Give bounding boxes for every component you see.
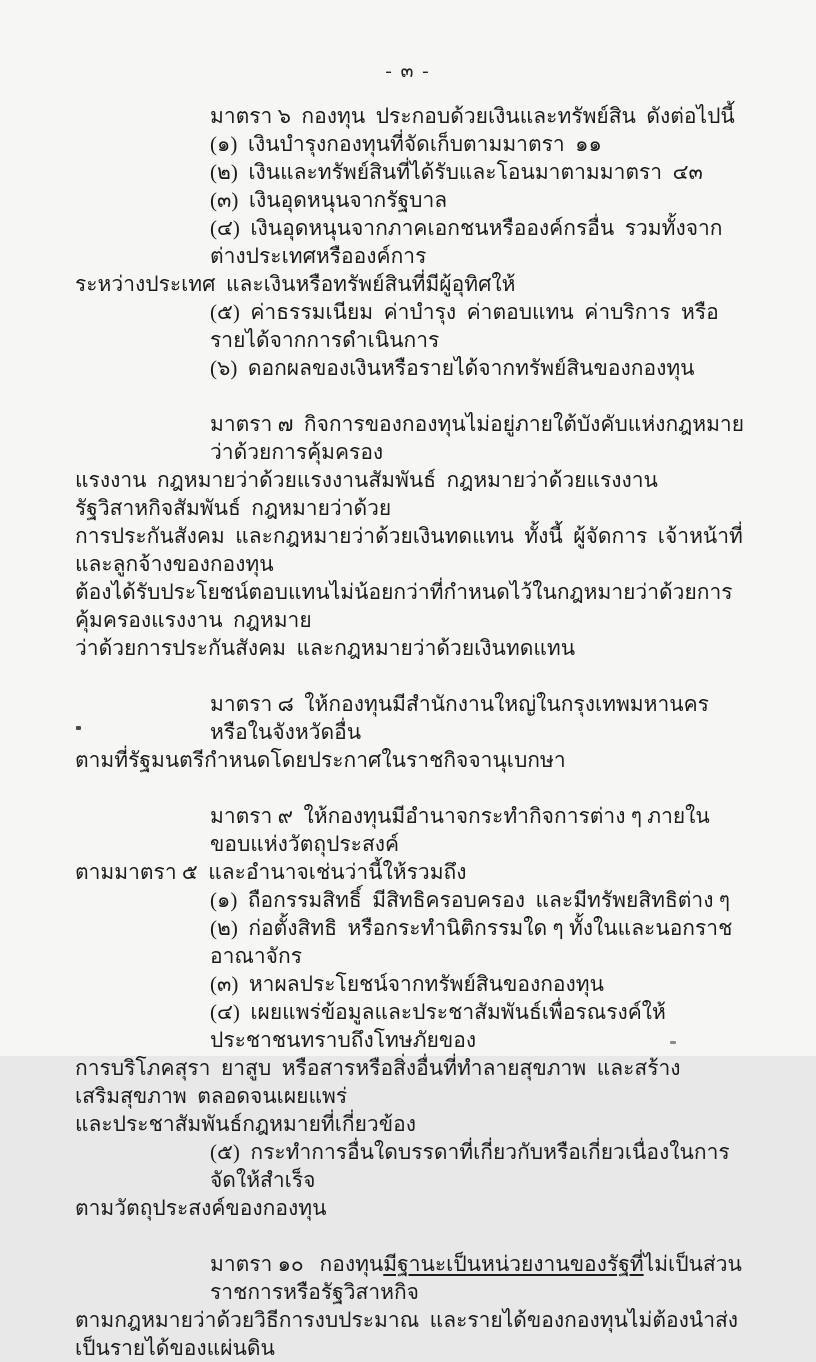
text-segment: ระหว่างประเทศ และเงินหรือทรัพย์สินที่มีผู้อุทิศให้ [75, 272, 516, 296]
text-line [75, 522, 754, 578]
text-line [75, 158, 747, 186]
text-line [75, 270, 747, 298]
text-segment: (๒) เงินและทรัพย์สินที่ได้รับและโอนมาตามมาตรา ๔๓ [210, 160, 703, 184]
text-line [75, 1054, 747, 1110]
text-line [75, 1250, 747, 1306]
text-segment: แรงงาน กฎหมายว่าด้วยแรงงานสัมพันธ์ กฎหมายว่าด้วยแรงงานรัฐวิสาหกิจสัมพันธ์ กฎหมายว่าด้วย [75, 468, 658, 520]
text-segment: มาตรา ๙ ให้กองทุนมีอำนาจกระทำกิจการต่าง ๆ ภายในขอบแห่งวัตถุประสงค์ [210, 804, 710, 856]
text-line [75, 886, 747, 914]
text-line [75, 634, 747, 662]
text-line [75, 298, 747, 354]
text-segment: (๑) เงินบำรุงกองทุนที่จัดเก็บตามมาตรา ๑๑ [210, 132, 602, 156]
text-line [75, 214, 747, 270]
text-segment: มาตรา ๑๐ กองทุน [210, 1252, 384, 1276]
text-line [75, 466, 747, 522]
text-segment: ต้องได้รับประโยชน์ตอบแทนไม่น้อยกว่าที่กำหนดไว้ในกฎหมายว่าด้วยการคุ้มครองแรงงาน กฎหมาย [75, 580, 733, 632]
text-segment: (๒) ก่อตั้งสิทธิ หรือกระทำนิติกรรมใด ๆ ทั้งในและนอกราชอาณาจักร [210, 916, 733, 968]
text-segment: ตามวัตถุประสงค์ของกองทุน [75, 1196, 327, 1220]
text-segment: การประกันสังคม และกฎหมายว่าด้วยเงินทดแทน ทั้งนี้ ผู้จัดการ เจ้าหน้าที่ และลูกจ้างของกองทุน [75, 524, 754, 576]
line-gap [75, 382, 747, 410]
text-line [75, 914, 747, 970]
text-segment: ตามกฎหมายว่าด้วยวิธีการงบประมาณ และรายได้ของกองทุนไม่ต้องนำส่งเป็นรายได้ของแผ่นดิน [75, 1308, 739, 1360]
line-gap [75, 1222, 747, 1250]
line-gap [75, 774, 747, 802]
underlined-text: มีฐานะเป็นหน่วยงานของรัฐที่ [383, 1252, 644, 1276]
text-segment: (๑) ถือกรรมสิทธิ์ มีสิทธิครอบครอง และมีทรัพยสิทธิต่าง ๆ [210, 888, 731, 912]
text-segment: มาตรา ๘ ให้กองทุนมีสำนักงานใหญ่ในกรุงเทพมหานคร หรือในจังหวัดอื่น [210, 692, 720, 744]
text-segment: (๖) ดอกผลของเงินหรือรายได้จากทรัพย์สินของกองทุน [210, 356, 695, 380]
text-line [75, 354, 747, 382]
text-line [75, 1306, 747, 1362]
text-segment: การบริโภคสุรา ยาสูบ หรือสารหรือสิ่งอื่นที่ทำลายสุขภาพ และสร้างเสริมสุขภาพ ตลอดจนเผยแพร่ [75, 1056, 681, 1108]
line-gap [75, 662, 747, 690]
text-segment: (๔) เผยแพร่ข้อมูลและประชาสัมพันธ์เพื่อรณรงค์ให้ประชาชนทราบถึงโทษภัยของ [210, 1000, 666, 1052]
document-body [75, 102, 754, 1362]
page-number: - ๓ - [385, 61, 431, 82]
text-line [75, 998, 747, 1054]
text-line [75, 102, 747, 130]
text-line [75, 186, 747, 214]
text-line [75, 410, 747, 466]
text-segment: มาตรา ๗ กิจการของกองทุนไม่อยู่ภายใต้บังคับแห่งกฎหมายว่าด้วยการคุ้มครอง [210, 412, 745, 464]
text-segment: และประชาสัมพันธ์กฎหมายที่เกี่ยวข้อง [75, 1112, 416, 1136]
text-segment: ตามที่รัฐมนตรีกำหนดโดยประกาศในราชกิจจานุเบกษา [75, 748, 566, 772]
scan-artifact-speck [670, 1041, 676, 1044]
scan-artifact-speck [76, 726, 81, 730]
text-segment: (๔) เงินอุดหนุนจากภาคเอกชนหรือองค์กรอื่น รวมทั้งจากต่างประเทศหรือองค์การ [210, 216, 723, 268]
text-line [75, 970, 747, 998]
text-segment: (๕) ค่าธรรมเนียม ค่าบำรุง ค่าตอบแทน ค่าบริการ หรือรายได้จากการดำเนินการ [210, 300, 719, 352]
text-segment: ไม่เป็นส่วนราชการหรือรัฐวิสาหกิจ [210, 1252, 742, 1304]
text-segment: ว่าด้วยการประกันสังคม และกฎหมายว่าด้วยเงินทดแทน [75, 636, 576, 660]
text-line [75, 1110, 747, 1138]
text-segment: (๓) เงินอุดหนุนจากรัฐบาล [210, 188, 448, 212]
text-line [75, 858, 747, 886]
text-line [75, 746, 747, 774]
text-line [75, 690, 747, 746]
text-line [75, 1138, 747, 1194]
text-line [75, 130, 747, 158]
text-segment: (๕) กระทำการอื่นใดบรรดาที่เกี่ยวกับหรือเกี่ยวเนื่องในการจัดให้สำเร็จ [210, 1140, 730, 1192]
text-line [75, 578, 747, 634]
text-line [75, 802, 747, 858]
text-segment: (๓) หาผลประโยชน์จากทรัพย์สินของกองทุน [210, 972, 604, 996]
text-segment: มาตรา ๖ กองทุน ประกอบด้วยเงินและทรัพย์สิน ดังต่อไปนี้ [210, 104, 735, 128]
text-segment: ตามมาตรา ๕ และอำนาจเช่นว่านี้ให้รวมถึง [75, 860, 467, 884]
text-line [75, 1194, 747, 1222]
